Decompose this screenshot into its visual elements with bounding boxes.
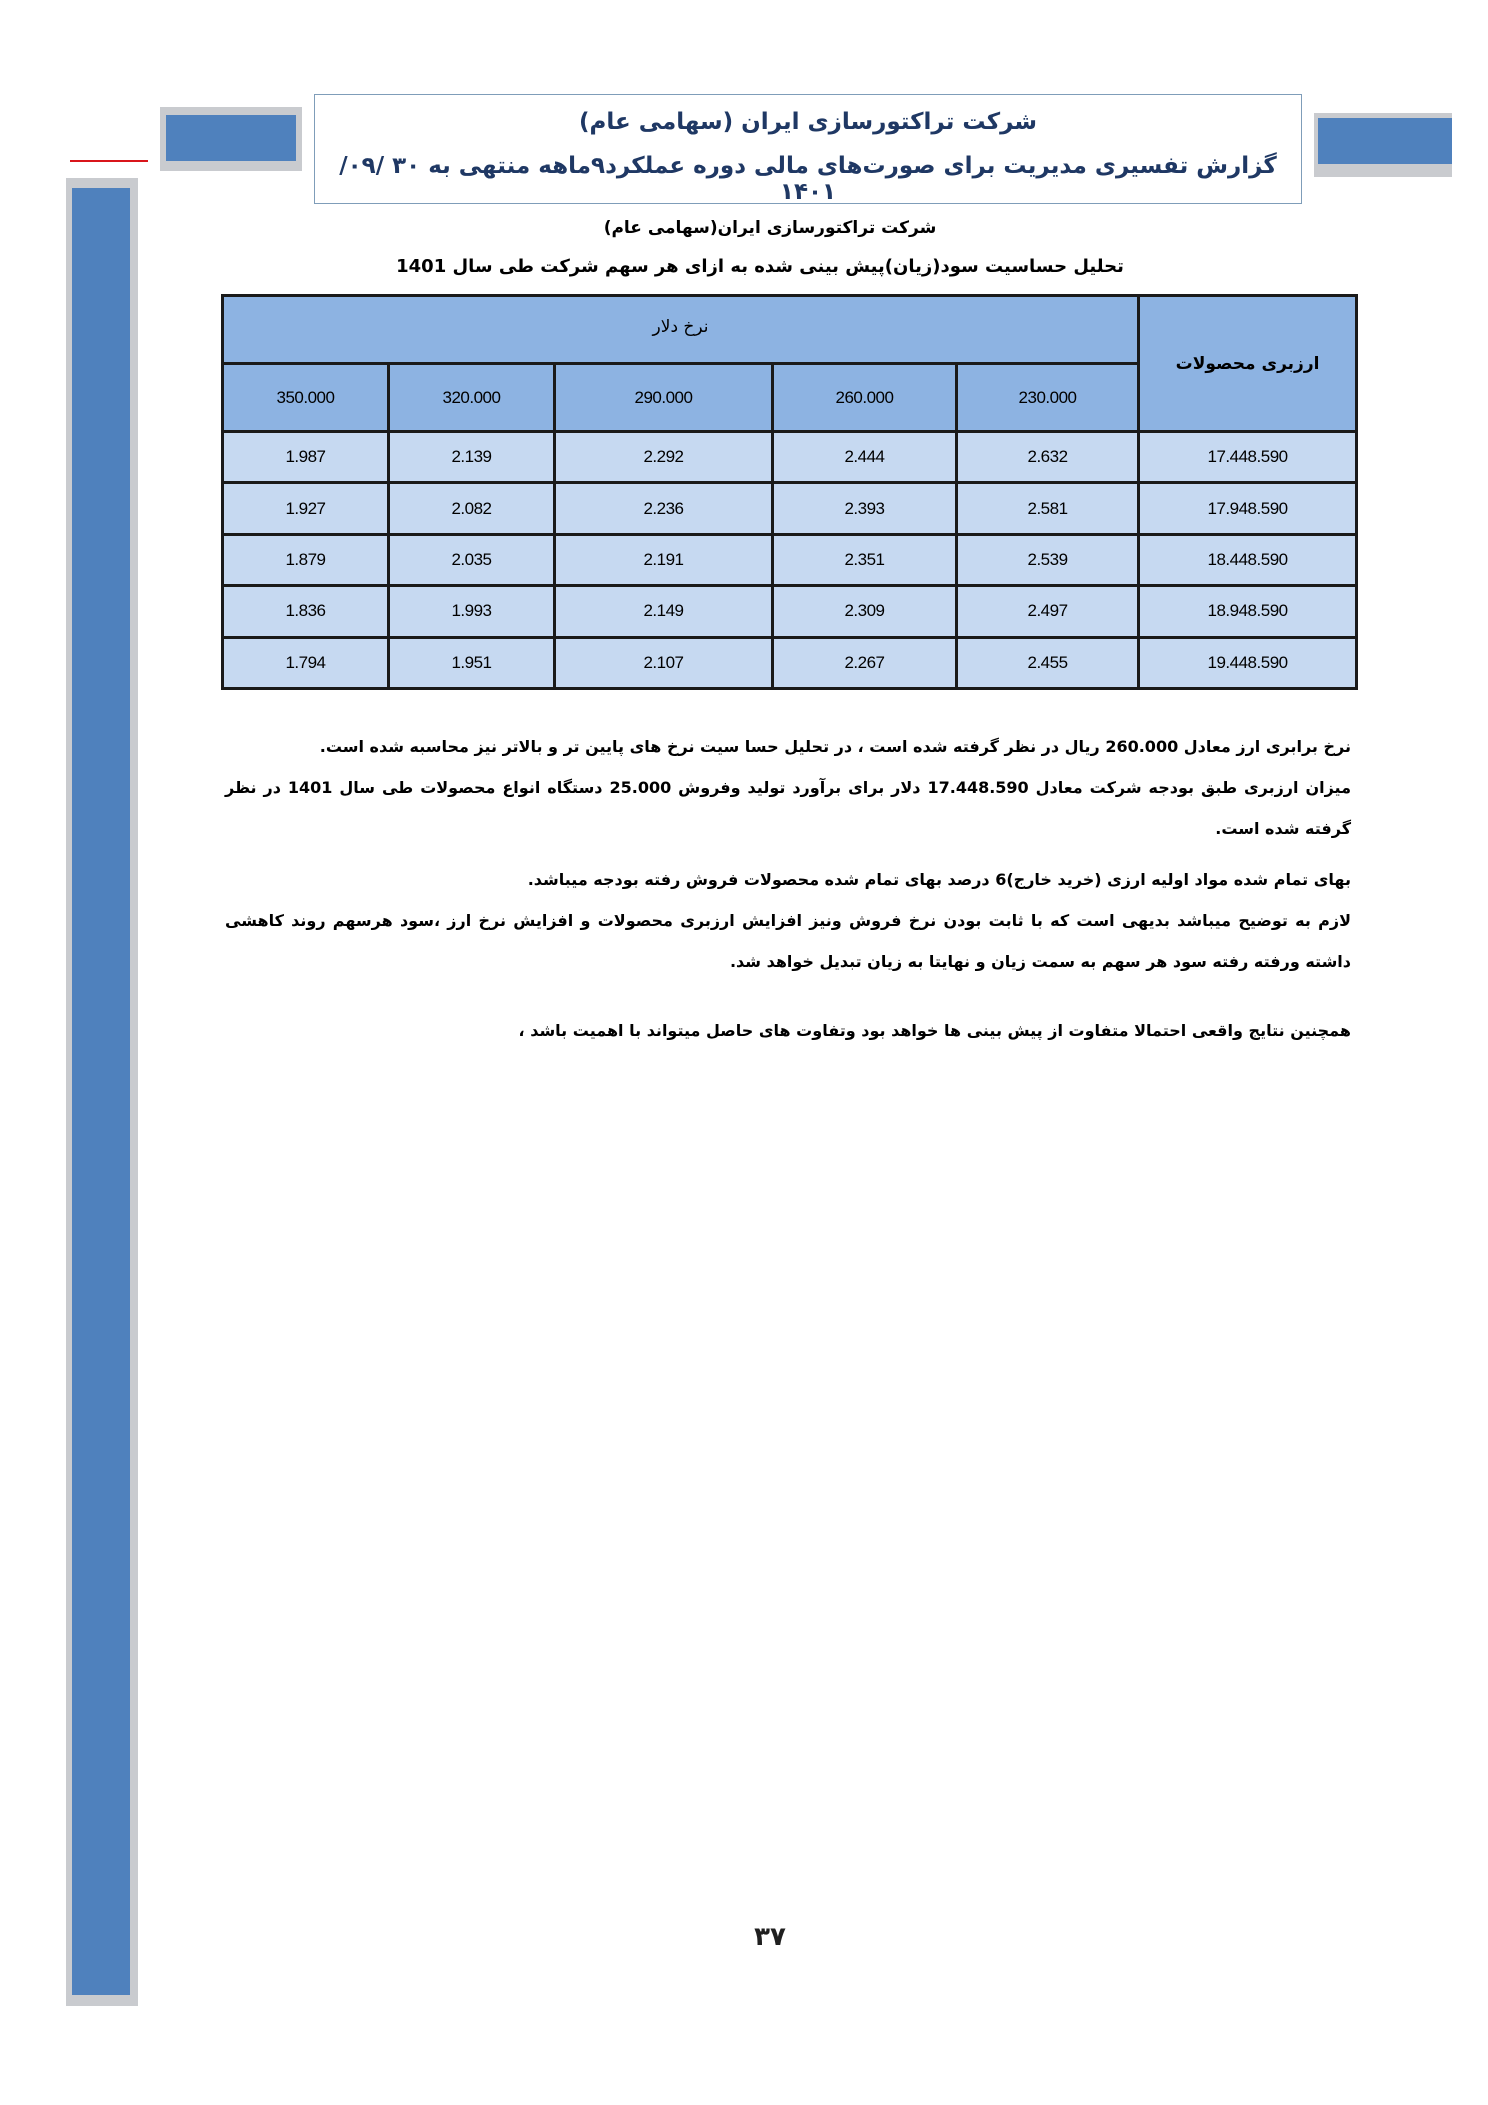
note-actual-results: همچنین نتایج واقعی احتمالا متفاوت از پیش بینی ها خواهد بود وتفاوت های حاصل میتواند با اهمیت باشد ، bbox=[518, 1021, 1351, 1040]
table-cell: 2.455 bbox=[957, 637, 1139, 688]
page-number: ۳۷ bbox=[754, 1922, 786, 1952]
table-cell: 2.149 bbox=[555, 586, 773, 637]
product-fx-cell: 18.948.590 bbox=[1139, 586, 1357, 637]
section-company: شرکت تراکتورسازی ایران(سهامی عام) bbox=[603, 218, 937, 238]
header-block-left bbox=[166, 115, 296, 161]
table-cell: 2.267 bbox=[773, 637, 957, 688]
table-row bbox=[223, 432, 1357, 483]
table-cell: 2.539 bbox=[957, 534, 1139, 585]
table-cell: 1.794 bbox=[223, 637, 389, 688]
table-cell: 1.993 bbox=[389, 586, 555, 637]
table-row bbox=[223, 637, 1357, 688]
table-cell: 2.107 bbox=[555, 637, 773, 688]
product-fx-cell: 18.448.590 bbox=[1139, 534, 1357, 585]
rate-header: 290.000 bbox=[555, 364, 773, 432]
table-row bbox=[223, 534, 1357, 585]
table-cell: 2.393 bbox=[773, 483, 957, 534]
row-header-product-fx: ارزبری محصولات bbox=[1139, 296, 1357, 432]
page-header bbox=[314, 94, 1302, 204]
note-raw-materials: بهای تمام شده مواد اولیه ارزی (خرید خارج)6 درصد بهای تمام شده محصولات فروش رفته بودجه میباشد. bbox=[527, 870, 1351, 889]
rate-header: 320.000 bbox=[389, 364, 555, 432]
header-company: شرکت تراکتورسازی ایران (سهامی عام) bbox=[578, 109, 1038, 135]
table-cell: 2.351 bbox=[773, 534, 957, 585]
table-cell: 2.191 bbox=[555, 534, 773, 585]
section-title: تحلیل حساسیت سود(زیان)پیش بینی شده به ازای هر سهم شرکت طی سال 1401 bbox=[396, 256, 1124, 277]
header-block-right bbox=[1318, 118, 1452, 164]
table-cell: 2.082 bbox=[389, 483, 555, 534]
table-cell: 2.139 bbox=[389, 432, 555, 483]
table-cell: 2.292 bbox=[555, 432, 773, 483]
note-exchange-rate: نرخ برابری ارز معادل 260.000 ریال در نظر گرفته شده است ، در تحلیل حسا سیت نرخ های پایین تر و بالاتر نیز محاسبه شده است. bbox=[319, 737, 1351, 756]
table-cell: 1.927 bbox=[223, 483, 389, 534]
table-cell: 1.879 bbox=[223, 534, 389, 585]
table-cell: 2.309 bbox=[773, 586, 957, 637]
table-cell: 2.236 bbox=[555, 483, 773, 534]
table-cell: 2.581 bbox=[957, 483, 1139, 534]
note-explanation: لازم به توضیح میباشد بدیهی است که با ثابت بودن نرخ فروش ونیز افزایش ارزبری محصولات و افزایش نرخ ارز ،سود هرسهم روند کاهشی داشته ورفته رفته سود هر سهم به سمت زیان و نهایتا به زیان تبدیل خواهد شد. bbox=[225, 911, 1351, 971]
table-cell: 1.987 bbox=[223, 432, 389, 483]
table-cell: 2.444 bbox=[773, 432, 957, 483]
table-row bbox=[223, 586, 1357, 637]
notes-section bbox=[225, 726, 1351, 1051]
group-header-dollar-rate: نرخ دلار bbox=[223, 296, 1139, 364]
red-rule bbox=[70, 160, 148, 162]
product-fx-cell: 17.448.590 bbox=[1139, 432, 1357, 483]
table-cell: 2.497 bbox=[957, 586, 1139, 637]
header-report-title: گزارش تفسیری مدیریت برای صورت‌های مالی دوره عملکرد۹ماهه منتهی به ۳۰ /۰۹/ ۱۴۰۱ bbox=[339, 153, 1277, 205]
table-cell: 1.951 bbox=[389, 637, 555, 688]
product-fx-cell: 17.948.590 bbox=[1139, 483, 1357, 534]
rate-header: 230.000 bbox=[957, 364, 1139, 432]
rate-header: 350.000 bbox=[223, 364, 389, 432]
product-fx-cell: 19.448.590 bbox=[1139, 637, 1357, 688]
sensitivity-table bbox=[221, 294, 1358, 690]
table-cell: 2.035 bbox=[389, 534, 555, 585]
rate-header: 260.000 bbox=[773, 364, 957, 432]
table-row bbox=[223, 483, 1357, 534]
table-cell: 1.836 bbox=[223, 586, 389, 637]
note-fx-budget: میزان ارزبری طبق بودجه شرکت معادل 17.448.590 دلار برای برآورد تولید وفروش 25.000 دستگاه انواع محصولات طی سال 1401 در نظر گرفته شده است. bbox=[225, 778, 1351, 838]
left-sidebar-bar bbox=[72, 188, 130, 1995]
table-cell: 2.632 bbox=[957, 432, 1139, 483]
